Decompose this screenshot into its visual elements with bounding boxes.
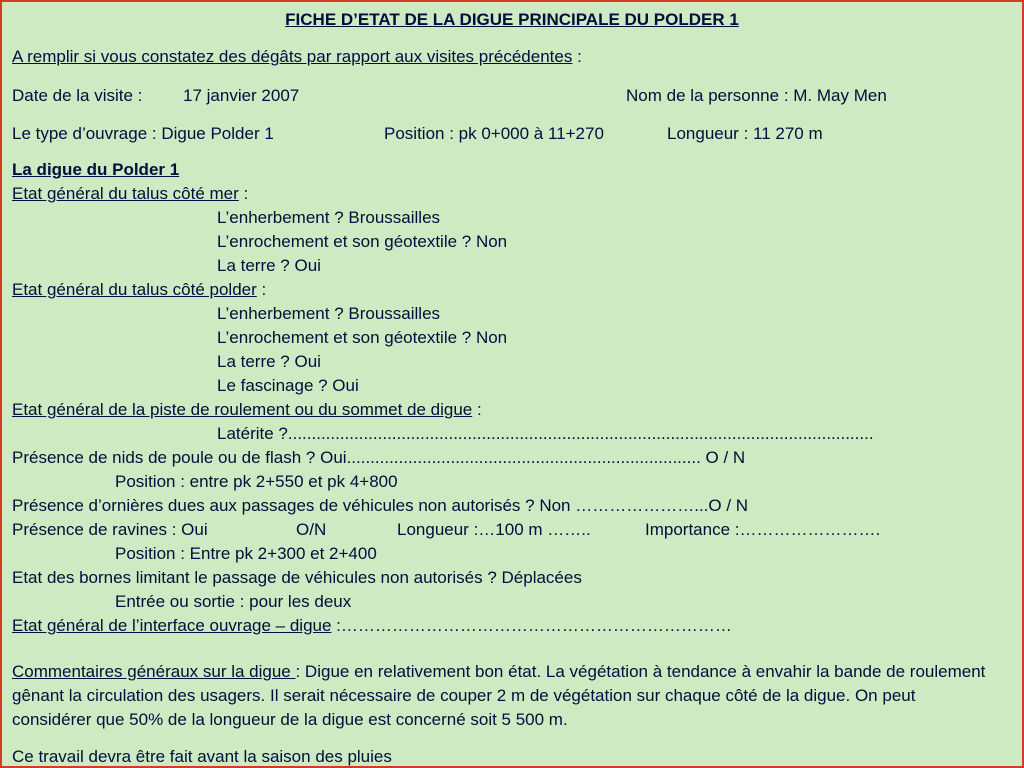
- nids-position: Position : entre pk 2+550 et pk 4+800: [115, 472, 398, 491]
- piste-heading: Etat général de la piste de roulement ou du sommet de digue: [12, 400, 473, 419]
- visit-date-label: Date de la visite :: [12, 86, 143, 105]
- ornieres-line: Présence d’ornières dues aux passages de véhicules non autorisés ? Non …………………...O / N: [12, 496, 749, 515]
- talus-polder-item: L’enrochement et son géotextile ? Non: [217, 328, 508, 347]
- interface-suffix: :……………………………………………………………: [331, 616, 732, 635]
- talus-mer-item: L’enrochement et son géotextile ? Non: [217, 232, 508, 251]
- comments-text: : Digue en relativement bon état. La végétation à tendance à envahir la bande de roulement gênant la circulation des usagers. Il serait nécessaire de couper 2 m de végétation sur chaque côté de la digue. On peut considérer que 50% de la longueur de la digue est concerné soit 5 500 m.: [12, 662, 986, 729]
- piste-suffix: :: [472, 400, 482, 419]
- bornes-line: Etat des bornes limitant le passage de véhicules non autorisés ? Déplacées: [12, 568, 582, 587]
- talus-mer-item: La terre ? Oui: [217, 256, 321, 275]
- visit-date-value: 17 janvier 2007: [183, 86, 300, 105]
- section-title: La digue du Polder 1: [12, 160, 180, 179]
- talus-polder-suffix: :: [256, 280, 267, 299]
- talus-polder-item: L’enherbement ? Broussailles: [217, 304, 441, 323]
- piste-heading-line: [12, 400, 482, 420]
- visit-person: Nom de la personne : M. May Men: [626, 86, 887, 105]
- ravines-label: Présence de ravines : Oui: [12, 520, 208, 539]
- intro-label: A remplir si vous constatez des dégâts par rapport aux visites précédentes: [12, 47, 573, 66]
- ravines-importance: Importance :…………………….: [645, 520, 881, 539]
- nids-line: Présence de nids de poule ou de flash ? Oui........................................................................... O / N: [12, 448, 746, 467]
- ravines-position: Position : Entre pk 2+300 et 2+400: [115, 544, 377, 563]
- ravines-longueur: Longueur :…100 m ……..: [397, 520, 591, 539]
- comments-heading: Commentaires généraux sur la digue: [12, 662, 296, 681]
- talus-polder-heading-line: [12, 280, 266, 300]
- footer-note: Ce travail devra être fait avant la saison des pluies: [12, 747, 392, 766]
- ouvrage-position: Position : pk 0+000 à 11+270: [384, 124, 604, 143]
- talus-mer-heading-line: [12, 184, 248, 204]
- talus-mer-item: L’enherbement ? Broussailles: [217, 208, 441, 227]
- interface-heading: Etat général de l’interface ouvrage – digue: [12, 616, 332, 635]
- ouvrage-longueur: Longueur : 11 270 m: [667, 124, 823, 143]
- comments-paragraph: [12, 660, 997, 732]
- talus-mer-heading: Etat général du talus côté mer: [12, 184, 239, 203]
- bornes-detail: Entrée ou sortie : pour les deux: [115, 592, 352, 611]
- form-title: FICHE D’ETAT DE LA DIGUE PRINCIPALE DU POLDER 1: [285, 10, 739, 29]
- ravines-on: O/N: [296, 520, 327, 539]
- intro-suffix: :: [572, 47, 582, 66]
- talus-mer-suffix: :: [238, 184, 249, 203]
- intro-line: [12, 47, 582, 67]
- talus-polder-item: Le fascinage ? Oui: [217, 376, 359, 395]
- ouvrage-type: Le type d’ouvrage : Digue Polder 1: [12, 124, 274, 143]
- laterite-line: Latérite ?............................................................................................................................: [217, 424, 874, 443]
- talus-polder-item: La terre ? Oui: [217, 352, 321, 371]
- interface-line: [12, 616, 732, 636]
- talus-polder-heading: Etat général du talus côté polder: [12, 280, 257, 299]
